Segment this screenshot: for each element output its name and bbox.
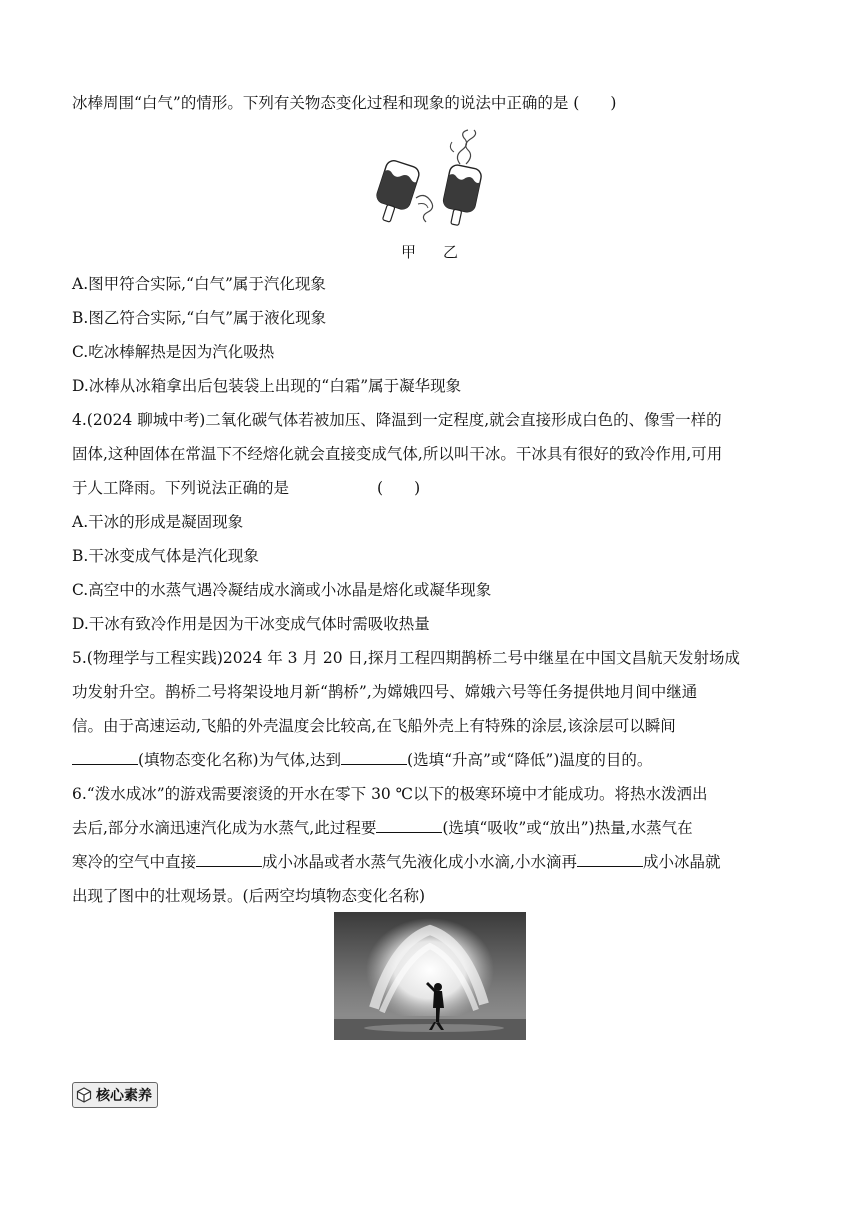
q5-stem-line-4 — [72, 749, 792, 771]
popsicle-right-illustration — [439, 164, 483, 228]
q4-option-d: D.干冰有致冷作用是因为干冰变成气体时需吸收热量 — [72, 615, 430, 633]
q6-stem-line-1: 6.“泼水成冰”的游戏需要滚烫的开水在零下 30 ℃以下的极寒环境中才能成功。将热水泼洒出 — [72, 785, 708, 803]
section-badge-label: 核心素养 — [96, 1088, 152, 1104]
q3-option-a: A.图甲符合实际,“白气”属于汽化现象 — [72, 275, 326, 293]
q5-text-a: (填物态变化名称)为气体,达到 — [138, 751, 342, 769]
q4-stem-line-2: 固体,这种固体在常温下不经熔化就会直接变成气体,所以叫干冰。干冰具有很好的致冷作用,可用 — [72, 445, 723, 463]
q5-stem-line-3: 信。由于高速运动,飞船的外壳温度会比较高,在飞船外壳上有特殊的涂层,该涂层可以瞬间 — [72, 717, 676, 735]
fill-blank[interactable] — [376, 818, 442, 833]
cube-icon — [76, 1087, 92, 1103]
popsicle-left-illustration — [370, 159, 421, 227]
water-to-ice-photo — [334, 912, 526, 1040]
q6-stem-line-4: 出现了图中的壮观场景。(后两空均填物态变化名称) — [72, 887, 426, 905]
q3-option-b: B.图乙符合实际,“白气”属于液化现象 — [72, 309, 327, 327]
q6-stem-line-3 — [72, 851, 792, 873]
fill-blank[interactable] — [196, 852, 262, 867]
q5-text-b: (选填“升高”或“降低”)温度的目的。 — [407, 751, 653, 769]
q4-stem-text: 于人工降雨。下列说法正确的是 — [72, 479, 290, 497]
q6-text-b: (选填“吸收”或“放出”)热量,水蒸气在 — [442, 819, 693, 837]
answer-bracket: ( ) — [377, 479, 421, 497]
q4-stem-line-1: 4.(2024 聊城中考)二氧化碳气体若被加压、降温到一定程度,就会直接形成白色的、像雪一样的 — [72, 411, 722, 429]
q3-option-c: C.吃冰棒解热是因为汽化吸热 — [72, 343, 275, 361]
ice-pop-figure — [368, 128, 492, 228]
q5-stem-line-2: 功发射升空。鹊桥二号将架设地月新“鹊桥”,为嫦娥四号、嫦娥六号等任务提供地月间中继通 — [72, 683, 698, 701]
q6-text-e: 成小冰晶就 — [642, 853, 721, 871]
fill-blank[interactable] — [341, 750, 407, 765]
figure-caption-b: 乙 — [443, 243, 459, 261]
fill-blank[interactable] — [577, 852, 643, 867]
q6-stem-line-2 — [72, 817, 792, 839]
q6-text-d: 成小冰晶或者水蒸气先液化成小水滴,小水滴再 — [262, 853, 577, 871]
q3-option-d: D.冰棒从冰箱拿出后包装袋上出现的“白霜”属于凝华现象 — [72, 377, 462, 395]
q3-stem: 冰棒周围“白气”的情形。下列有关物态变化过程和现象的说法中正确的是 ( ) — [72, 94, 617, 112]
fill-blank[interactable] — [72, 750, 138, 765]
figure-caption-a: 甲 — [401, 243, 417, 261]
q4-stem-line-3 — [72, 477, 792, 499]
q6-text-a: 去后,部分水滴迅速汽化成为水蒸气,此过程要 — [72, 819, 377, 837]
q4-option-a: A.干冰的形成是凝固现象 — [72, 513, 244, 531]
q4-option-c: C.高空中的水蒸气遇冷凝结成水滴或小冰晶是熔化或凝华现象 — [72, 581, 492, 599]
q5-stem-line-1: 5.(物理学与工程实践)2024 年 3 月 20 日,探月工程四期鹊桥二号中继星在中国文昌航天发射场成 — [72, 649, 740, 667]
q6-text-c: 寒冷的空气中直接 — [72, 853, 197, 871]
section-badge — [72, 1082, 158, 1108]
q4-option-b: B.干冰变成气体是汽化现象 — [72, 547, 259, 565]
